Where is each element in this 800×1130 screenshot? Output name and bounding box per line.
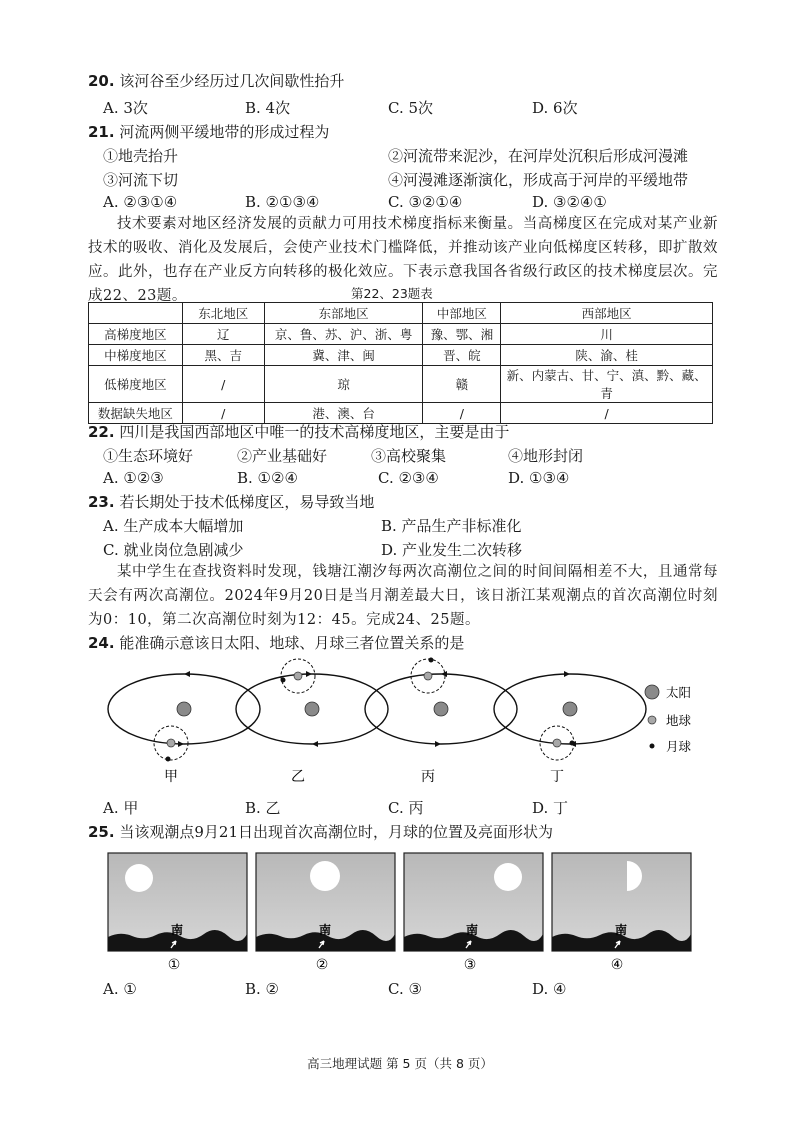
legend-label: 月球 (666, 739, 692, 754)
q22-option-a[interactable]: A. ①②③ (103, 469, 164, 487)
legend-label: 地球 (666, 713, 692, 728)
south-label: 南 (170, 923, 184, 937)
panel-label: ③ (463, 957, 477, 973)
q20-option-b[interactable]: B. 4次 (245, 99, 291, 117)
orbit-arrow-icon (435, 741, 441, 747)
q25-option-c[interactable]: C. ③ (388, 980, 422, 998)
table-cell: 数据缺失地区 (89, 403, 183, 424)
q21-option-b[interactable]: B. ②①③④ (245, 193, 320, 211)
earth-icon (553, 739, 561, 747)
diagram-yi[interactable] (236, 659, 388, 785)
q20-text: 该河谷至少经历过几次间歇性抬升 (119, 72, 345, 90)
panel-4[interactable] (552, 853, 691, 973)
table-header-cell: 东部地区 (264, 303, 423, 324)
table-cell: 琼 (264, 366, 423, 403)
q22-item-1: ①生态环境好 (103, 447, 194, 465)
diagram-bing[interactable] (365, 658, 517, 786)
table-row (89, 345, 713, 366)
south-label: 南 (614, 923, 628, 937)
diagram-label: 丁 (550, 769, 564, 785)
table-cell: / (423, 403, 501, 424)
panel-3[interactable] (404, 853, 543, 973)
legend-earth-icon (648, 716, 656, 724)
table-cell: 晋、皖 (423, 345, 501, 366)
earth-icon (294, 672, 302, 680)
q25-option-b[interactable]: B. ② (245, 980, 280, 998)
legend-label: 太阳 (666, 685, 692, 700)
table-cell: 低梯度地区 (89, 366, 183, 403)
q23-stem (88, 491, 374, 512)
q20-option-a[interactable]: A. 3次 (103, 99, 148, 117)
orbit-diagrams (0, 655, 800, 790)
south-label: 南 (465, 923, 479, 937)
table-cell: 高梯度地区 (89, 324, 183, 345)
q21-step-4: ④河漫滩逐渐演化，形成高于河岸的平缓地带 (388, 171, 689, 189)
table-cell: 黑、吉 (182, 345, 264, 366)
q22-option-b[interactable]: B. ①②④ (237, 469, 298, 487)
q24-option-c[interactable]: C. 丙 (388, 799, 424, 817)
q24-number: 24. (88, 634, 115, 652)
sun-icon (563, 702, 577, 716)
q21-step-3: ③河流下切 (103, 171, 179, 189)
orbit-arrow-icon (178, 741, 184, 747)
q22-option-d[interactable]: D. ①③④ (508, 469, 570, 487)
table-cell: 新、内蒙古、甘、宁、滇、黔、藏、青 (501, 366, 713, 403)
panel-2[interactable] (256, 853, 395, 973)
q20-option-c[interactable]: C. 5次 (388, 99, 434, 117)
q21-option-d[interactable]: D. ③②④① (532, 193, 607, 211)
q20-number: 20. (88, 72, 115, 90)
moon-icon (429, 658, 434, 663)
q21-text: 河流两侧平缓地带的形成过程为 (119, 123, 330, 141)
table-cell: 赣 (423, 366, 501, 403)
legend-moon-icon (650, 744, 655, 749)
table-header-cell: 西部地区 (501, 303, 713, 324)
moon-shape (125, 864, 153, 892)
moon-icon (570, 741, 575, 746)
table-header-row (89, 303, 713, 324)
passage-tides: 某中学生在查找资料时发现，钱塘江潮汐每两次高潮位之间的时间间隔相差不大，且通常每天会有两次高潮位。2024年9月20日是当月潮差最大日，该日浙江某观潮点的首次高潮位时刻为0：10，第二次高潮位时刻为12：45。完成24、25题。 (88, 564, 718, 628)
q23-option-b[interactable]: B. 产品生产非标准化 (381, 517, 522, 535)
legend-sun-icon (645, 685, 659, 699)
q22-number: 22. (88, 423, 115, 441)
q23-option-c[interactable]: C. 就业岗位急剧减少 (103, 541, 244, 559)
sun-icon (305, 702, 319, 716)
q21-option-a[interactable]: A. ②③①④ (103, 193, 178, 211)
table-cell: 陕、渝、桂 (501, 345, 713, 366)
sun-icon (434, 702, 448, 716)
q25-number: 25. (88, 823, 115, 841)
q20-stem (88, 70, 344, 91)
earth-icon (424, 672, 432, 680)
q24-text: 能准确示意该日太阳、地球、月球三者位置关系的是 (119, 634, 465, 652)
table-cell: 豫、鄂、湘 (423, 324, 501, 345)
orbit-arrow-icon (564, 671, 570, 677)
gradient-table (88, 302, 713, 424)
moon-phase-panels (0, 845, 800, 975)
q21-step-1: ①地壳抬升 (103, 147, 179, 165)
table-cell: / (182, 403, 264, 424)
table-caption: 第22、23题表 (351, 286, 433, 301)
q22-text: 四川是我国西部地区中唯一的技术高梯度地区，主要是由于 (119, 423, 510, 441)
q21-step-2: ②河流带来泥沙，在河岸处沉积后形成河漫滩 (388, 147, 689, 165)
q22-option-c[interactable]: C. ②③④ (378, 469, 439, 487)
table-cell: 川 (501, 324, 713, 345)
q23-text: 若长期处于技术低梯度区，易导致当地 (119, 493, 375, 511)
q22-item-2: ②产业基础好 (237, 447, 328, 465)
q25-option-d[interactable]: D. ④ (532, 980, 567, 998)
q24-stem (88, 632, 464, 653)
orbit-arrow-icon (306, 671, 312, 677)
q22-item-3: ③高校聚集 (371, 447, 447, 465)
table-cell: 中梯度地区 (89, 345, 183, 366)
q24-option-a[interactable]: A. 甲 (103, 799, 139, 817)
q21-stem (88, 121, 329, 142)
panel-1[interactable] (108, 853, 247, 973)
moon-icon (281, 678, 286, 683)
table-row (89, 324, 713, 345)
q25-text: 当该观潮点9月21日出现首次高潮位时，月球的位置及亮面形状为 (119, 823, 553, 841)
q22-stem (88, 421, 509, 442)
panel-label: ② (315, 957, 329, 973)
diagram-jia[interactable] (108, 671, 260, 785)
q25-stem (88, 821, 553, 842)
passage-technology-gradient: 技术要素对地区经济发展的贡献力可用技术梯度指标来衡量。当高梯度区在完成对某产业新技术的吸收、消化及发展后，会使产业技术门槛降低，并推动该产业向低梯度区转移，即扩散效应。此外，也存在产业反方向转移的极化效应。下表示意我国各省级行政区的技术梯度层次。完成22、23题。 (88, 216, 718, 304)
q23-option-a[interactable]: A. 生产成本大幅增加 (103, 517, 244, 535)
q25-option-a[interactable]: A. ① (103, 980, 137, 998)
orbit-arrow-icon (184, 671, 190, 677)
q22-item-4: ④地形封闭 (508, 447, 584, 465)
table-header-cell (89, 303, 183, 324)
table-header-cell: 东北地区 (182, 303, 264, 324)
moon-shape (310, 861, 340, 891)
table-cell: 港、澳、台 (264, 403, 423, 424)
q24-option-b[interactable]: B. 乙 (245, 799, 281, 817)
table-cell: 冀、津、闽 (264, 345, 423, 366)
sun-icon (177, 702, 191, 716)
diagram-label: 乙 (291, 769, 305, 785)
diagram-label: 甲 (164, 769, 178, 785)
q20-option-d[interactable]: D. 6次 (532, 99, 578, 117)
q21-option-c[interactable]: C. ③②①④ (388, 193, 463, 211)
moon-shape (494, 863, 522, 891)
earth-icon (167, 739, 175, 747)
table-cell: / (182, 366, 264, 403)
q21-number: 21. (88, 123, 115, 141)
table-cell: 辽 (182, 324, 264, 345)
panel-label: ① (167, 957, 181, 973)
table-row (89, 366, 713, 403)
page-footer: 高三地理试题 第 5 页（共 8 页） (307, 1056, 493, 1071)
table-cell: / (501, 403, 713, 424)
table-header-cell: 中部地区 (423, 303, 501, 324)
q23-option-d[interactable]: D. 产业发生二次转移 (381, 541, 523, 559)
orbit-arrow-icon (312, 741, 318, 747)
south-label: 南 (318, 923, 332, 937)
moon-icon (166, 757, 171, 762)
table-cell: 京、鲁、苏、沪、浙、粤 (264, 324, 423, 345)
q23-number: 23. (88, 493, 115, 511)
panel-label: ④ (610, 957, 624, 973)
diagram-label: 丙 (421, 769, 435, 785)
diagram-ding[interactable] (494, 671, 646, 785)
legend (645, 685, 692, 754)
q24-option-d[interactable]: D. 丁 (532, 799, 569, 817)
